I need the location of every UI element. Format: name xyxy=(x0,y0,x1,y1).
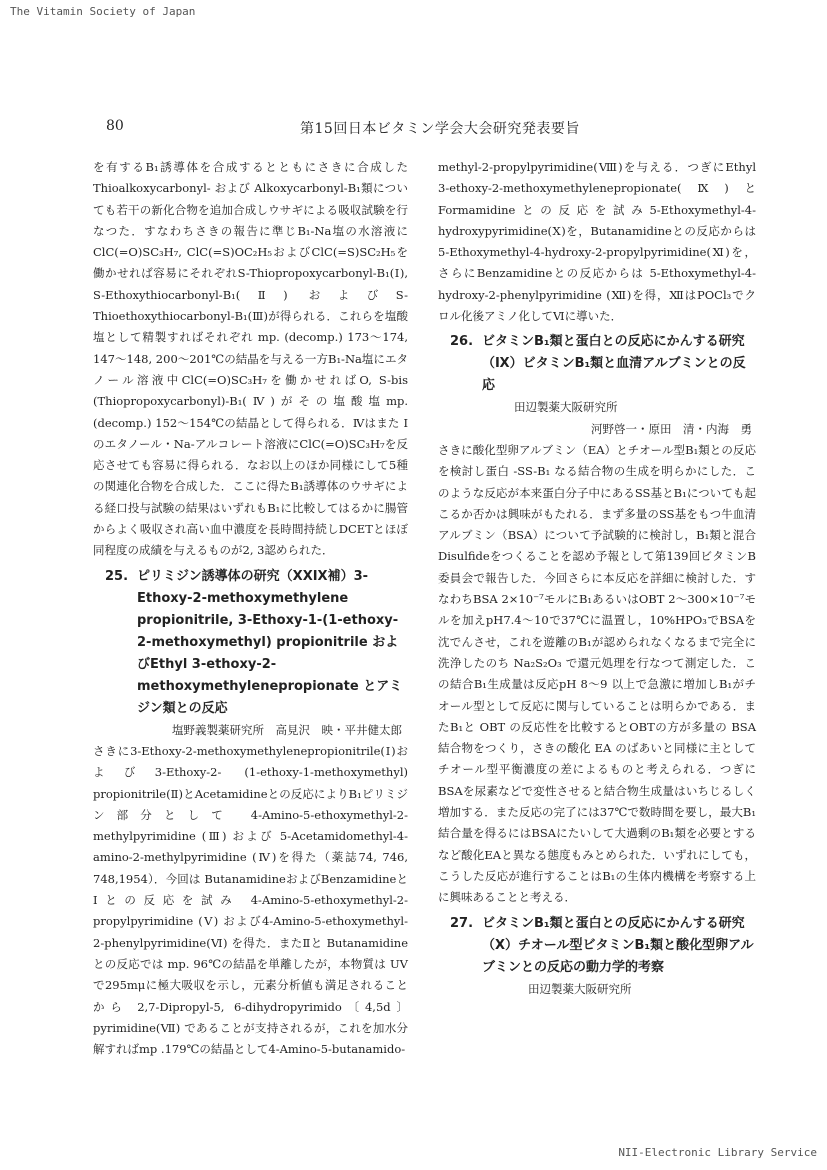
article-27-title xyxy=(438,913,756,979)
publisher-watermark: The Vitamin Society of Japan xyxy=(10,5,196,18)
article-25-affiliation: 塩野義製薬研究所 高見沢 映・平井健太郎 xyxy=(172,722,402,737)
library-watermark: NII-Electronic Library Service xyxy=(618,1146,817,1159)
left-column xyxy=(93,157,408,1060)
article-26-number: 26. xyxy=(450,334,474,350)
page-number: 80 xyxy=(106,118,124,134)
article-27-affiliation: 田辺製薬大阪研究所 xyxy=(528,981,632,996)
article-25-number: 25. xyxy=(105,568,129,584)
article-27-title-text: ビタミンB₁類と蛋白との反応にかんする研究（Ⅹ）チオール型ビタミンB₁類と酸化型卵アルブミンとの反応の動力学的考察 xyxy=(482,915,754,975)
right-column xyxy=(438,157,756,1000)
article-27-number: 27. xyxy=(450,915,474,931)
intro-paragraph: を有するB₁誘導体を合成するとともにさきに合成したThioalkoxycarbonyl- および Alkoxycarbonyl-B₁類についても若干の新化合物を追加合成しウサギによる吸収試験を行なつた．すなわちさきの報告に準じB₁-Na塩の水溶液にClC(=O)SC₃H₇, ClC(=S)OC₂H₅およびClC(=S)SC₂H₅を働かせれば容易にそれぞれS-Thiopropoxycarbonyl-B₁(Ⅰ), S-Ethoxythiocarbonyl-B₁(Ⅱ) およびS-Thioethoxythiocarbonyl-B₁(Ⅲ)が得られる．これらを塩酸塩として精製すればそれぞれ mp. (decomp.) 173～174, 147～148, 200～201℃の結晶を与える一方B₁-Na塩にエタノール溶液中ClC(=O)SC₃H₇を働かせればO, S-bis (Thiopropoxycarbonyl)-B₁(Ⅳ)がその塩酸塩mp. (decomp.) 152～154℃の結晶として得られる．Ⅳはまた I のエタノール・Na-アルコレート溶液にClC(=O)SC₃H₇を反応させても容易に得られる．なお以上のほか同様にして5種の関連化合物を合成した．ここに得たB₁誘導体のウサギによる経口投与試験の結果はいずれもB₁に比較してはるかに腸管からよく吸収され高い血中濃度を長時間持続しDCETとほぼ同程度の成績を与えるものが2, 3認められた． xyxy=(93,160,408,558)
article-26-body: さきに酸化型卵アルブミン（EA）とチオール型B₁類との反応を検討し蛋白 -SS-B₁ なる結合物の生成を明らかにした．このような反応が本来蛋白分子中にあるSS基とB₁についても起こるか否かは興味がもたれる．まず多量のSS基をもつ牛血清アルブミン（BSA）について予試験的に検討し，B₁類と混合 Disulfideをつくることを認め予報として第139回ビタミンB委員会で報告した．今回さらに本反応を詳細に検討した．すなわちBSA 2×10⁻⁷モルにB₁あるいはOBT 2～300×10⁻⁷モルを加えpH7.4～10で37℃に温置し，10%HPO₃でBSAを沈でんさせ，これを遊離のB₁が認められなくなるまで完全に洗浄したのち Na₂S₂O₃ で還元処理を行なつて測定した．この結合B₁生成量は反応pH 8～9 以上で急激に増加しB₁がチオール型として反応に関与していることは明らかである．またB₁と OBT の反応性を比較するとOBTの方が多量の BSA 結合物をつくり，さきの酸化 EA のばあいと同様に主としてチオール型平衡濃度の差によるものと考えられる．つぎにBSAを尿素などで変性させると結合物生成量はいちじるしく増加する．また反応の完了には37℃で数時間を要し，最大B₁結合量を得るにはBSAにたいして大過剰のB₁類を必要とするなど酸化EAと異なる態度もみとめられた．いずれにしても，こうした反応が進行することはB₁の生体内機構を考察する上に興味あることと考える． xyxy=(438,442,756,905)
article-26-title xyxy=(438,331,756,397)
article-25-title-text: ピリミジン誘導体の研究（XXIX補）3-Ethoxy-2-methoxymethylene propionitrile, 3-Ethoxy-1-(1-ethoxy-2-methoxymethyl) propionitrile およびEthyl 3-ethoxy-2-methoxymethylenepropionate とアミジン類との反応 xyxy=(137,568,403,716)
article-26-title-text: ビタミンB₁類と蛋白との反応にかんする研究（Ⅸ）ビタミンB₁類と血清アルブミンとの反応 xyxy=(482,334,746,394)
continuation-paragraph: methyl-2-propylpyrimidine(Ⅷ)を与える．つぎにEthyl 3-ethoxy-2-methoxymethylenepropionate(Ⅸ)と Formamidineとの反応を試み5-Ethoxymethyl-4-hydroxypyrimidine(Ⅹ)を，Butanamidineとの反応からは5-Ethoxymethyl-4-hydroxy-2-propylpyrimidine(Ⅺ)を，さらにBenzamidineとの反応からは 5-Ethoxymethyl-4-hydroxy-2-phenylpyrimidine (Ⅻ)を得，ⅫはPOCl₃でクロル化後アミノ化してⅥに導いた． xyxy=(438,160,756,324)
article-26-authors: 河野啓一・原田 清・内海 勇 xyxy=(591,421,752,436)
running-header: 第15回日本ビタミン学会大会研究発表要旨 xyxy=(300,121,580,137)
article-25-title xyxy=(93,566,408,720)
article-26-affiliation: 田辺製薬大阪研究所 xyxy=(514,400,618,415)
article-25-body: さきに3-Ethoxy-2-methoxymethylenepropionitrile(Ⅰ)および3-Ethoxy-2- (1-ethoxy-1-methoxymethyl) propionitrile(Ⅱ)とAcetamidineとの反応によりB₁ピリミジン部分として 4-Amino-5-ethoxymethyl-2-methylpyrimidine (Ⅲ) および 5-Acetamidomethyl-4-amino-2-methylpyrimidine (Ⅳ)を得た（薬誌74, 746, 748,1954）．今回は ButanamidineおよびBenzamidineとⅠとの反応を試み 4-Amino-5-ethoxymethyl-2-propylpyrimidine (Ⅴ) および4-Amino-5-ethoxymethyl-2-phenylpyrimidine(Ⅵ) を得た．またⅡと Butanamidine との反応では mp. 96℃の結晶を単離したが，本物質は UV で295mμに極大吸収を示し，元素分析値も満足されることから 2,7-Dipropyl-5, 6-dihydropyrimido〔4,5d〕pyrimidine(Ⅶ) であることが支持されるが，これを加水分解すればmp .179℃の結晶として4-Amino-5-butanamido- xyxy=(93,743,408,1057)
